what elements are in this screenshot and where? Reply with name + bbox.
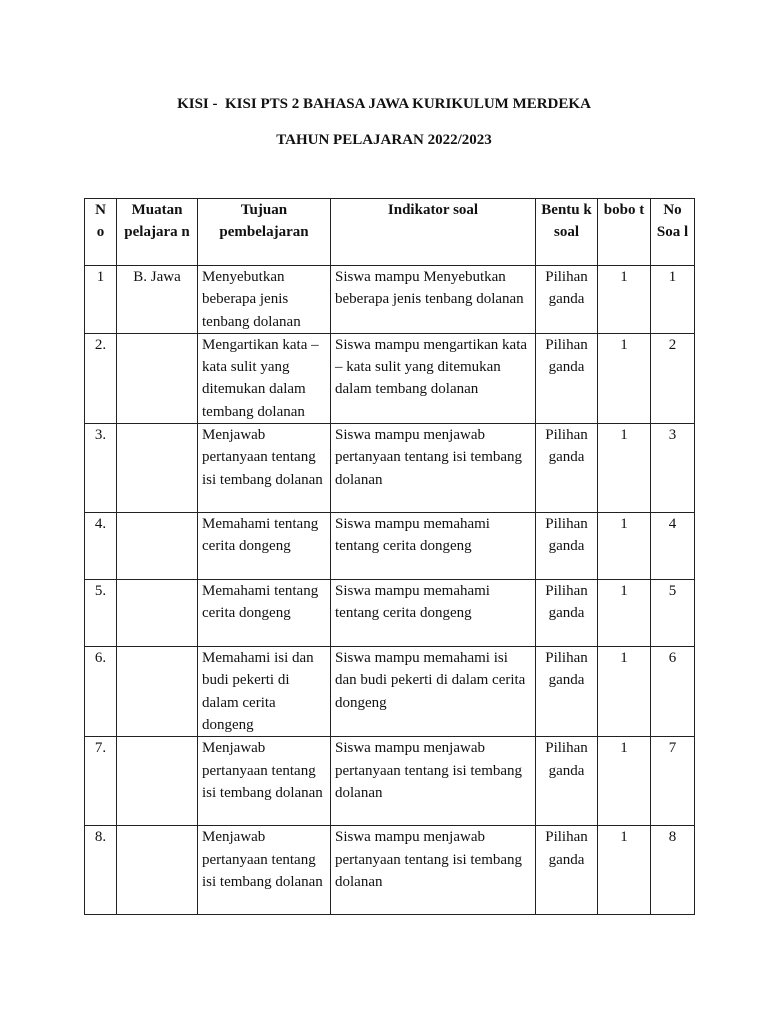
header-bobot: bobo t	[598, 199, 651, 266]
cell-muatan	[117, 513, 198, 580]
header-tujuan: Tujuan pembelajaran	[198, 199, 331, 266]
table-row	[85, 424, 695, 513]
cell-no: 8.	[85, 826, 117, 915]
cell-bentuk: Pilihan ganda	[536, 424, 598, 513]
cell-indikator: Siswa mampu menjawab pertanyaan tentang isi tembang dolanan	[331, 737, 536, 826]
cell-indikator: Siswa mampu memahami isi dan budi pekerti di dalam cerita dongeng	[331, 647, 536, 737]
cell-tujuan: Memahami isi dan budi pekerti di dalam cerita dongeng	[198, 647, 331, 737]
cell-muatan	[117, 580, 198, 647]
cell-muatan	[117, 647, 198, 737]
cell-nosoal: 5	[651, 580, 695, 647]
table-row	[85, 333, 695, 423]
table-header-row	[85, 199, 695, 266]
table-row	[85, 580, 695, 647]
cell-bobot: 1	[598, 513, 651, 580]
table-row	[85, 737, 695, 826]
cell-no: 5.	[85, 580, 117, 647]
header-bentuk: Bentu k soal	[536, 199, 598, 266]
cell-muatan	[117, 424, 198, 513]
cell-muatan	[117, 737, 198, 826]
header-no	[85, 199, 117, 266]
cell-nosoal: 8	[651, 826, 695, 915]
cell-no: 7.	[85, 737, 117, 826]
header-nosoal: No Soa l	[651, 199, 695, 266]
cell-bentuk: Pilihan ganda	[536, 580, 598, 647]
cell-bobot: 1	[598, 737, 651, 826]
header-no-line1: N	[95, 202, 106, 218]
cell-bentuk: Pilihan ganda	[536, 737, 598, 826]
cell-bentuk: Pilihan ganda	[536, 647, 598, 737]
cell-tujuan: Menjawab pertanyaan tentang isi tembang dolanan	[198, 424, 331, 513]
cell-muatan	[117, 333, 198, 423]
cell-nosoal: 6	[651, 647, 695, 737]
cell-no: 1	[85, 266, 117, 334]
cell-tujuan: Menjawab pertanyaan tentang isi tembang dolanan	[198, 826, 331, 915]
document-title: KISI - KISI PTS 2 BAHASA JAWA KURIKULUM MERDEKA	[177, 96, 591, 112]
cell-nosoal: 7	[651, 737, 695, 826]
cell-bobot: 1	[598, 424, 651, 513]
cell-no: 6.	[85, 647, 117, 737]
cell-bentuk: Pilihan ganda	[536, 513, 598, 580]
cell-no: 4.	[85, 513, 117, 580]
header-indikator: Indikator soal	[331, 199, 536, 266]
table-row	[85, 513, 695, 580]
cell-bobot: 1	[598, 647, 651, 737]
cell-bentuk: Pilihan ganda	[536, 333, 598, 423]
cell-bobot: 1	[598, 333, 651, 423]
cell-indikator: Siswa mampu memahami tentang cerita dongeng	[331, 580, 536, 647]
cell-nosoal: 3	[651, 424, 695, 513]
cell-indikator: Siswa mampu menjawab pertanyaan tentang isi tembang dolanan	[331, 826, 536, 915]
cell-no: 3.	[85, 424, 117, 513]
cell-nosoal: 2	[651, 333, 695, 423]
table-row	[85, 266, 695, 334]
cell-indikator: Siswa mampu menjawab pertanyaan tentang isi tembang dolanan	[331, 424, 536, 513]
table-row	[85, 647, 695, 737]
cell-tujuan: Menjawab pertanyaan tentang isi tembang dolanan	[198, 737, 331, 826]
cell-bobot: 1	[598, 266, 651, 334]
table-row	[85, 826, 695, 915]
cell-no: 2.	[85, 333, 117, 423]
cell-tujuan: Menyebutkan beberapa jenis tenbang dolanan	[198, 266, 331, 334]
header-muatan: Muatan pelajara n	[117, 199, 198, 266]
cell-tujuan: Memahami tentang cerita dongeng	[198, 513, 331, 580]
cell-indikator: Siswa mampu memahami tentang cerita dongeng	[331, 513, 536, 580]
cell-indikator: Siswa mampu Menyebutkan beberapa jenis tenbang dolanan	[331, 266, 536, 334]
cell-indikator: Siswa mampu mengartikan kata – kata sulit yang ditemukan dalam tembang dolanan	[331, 333, 536, 423]
cell-bobot: 1	[598, 826, 651, 915]
cell-tujuan: Memahami tentang cerita dongeng	[198, 580, 331, 647]
cell-bentuk: Pilihan ganda	[536, 826, 598, 915]
header-no-line2: o	[96, 224, 105, 241]
kisi-table	[84, 198, 695, 915]
document-subtitle: TAHUN PELAJARAN 2022/2023	[276, 132, 492, 148]
cell-muatan: B. Jawa	[117, 266, 198, 334]
cell-bobot: 1	[598, 580, 651, 647]
cell-bentuk: Pilihan ganda	[536, 266, 598, 334]
cell-nosoal: 1	[651, 266, 695, 334]
cell-muatan	[117, 826, 198, 915]
cell-tujuan: Mengartikan kata – kata sulit yang ditemukan dalam tembang dolanan	[198, 333, 331, 423]
cell-nosoal: 4	[651, 513, 695, 580]
